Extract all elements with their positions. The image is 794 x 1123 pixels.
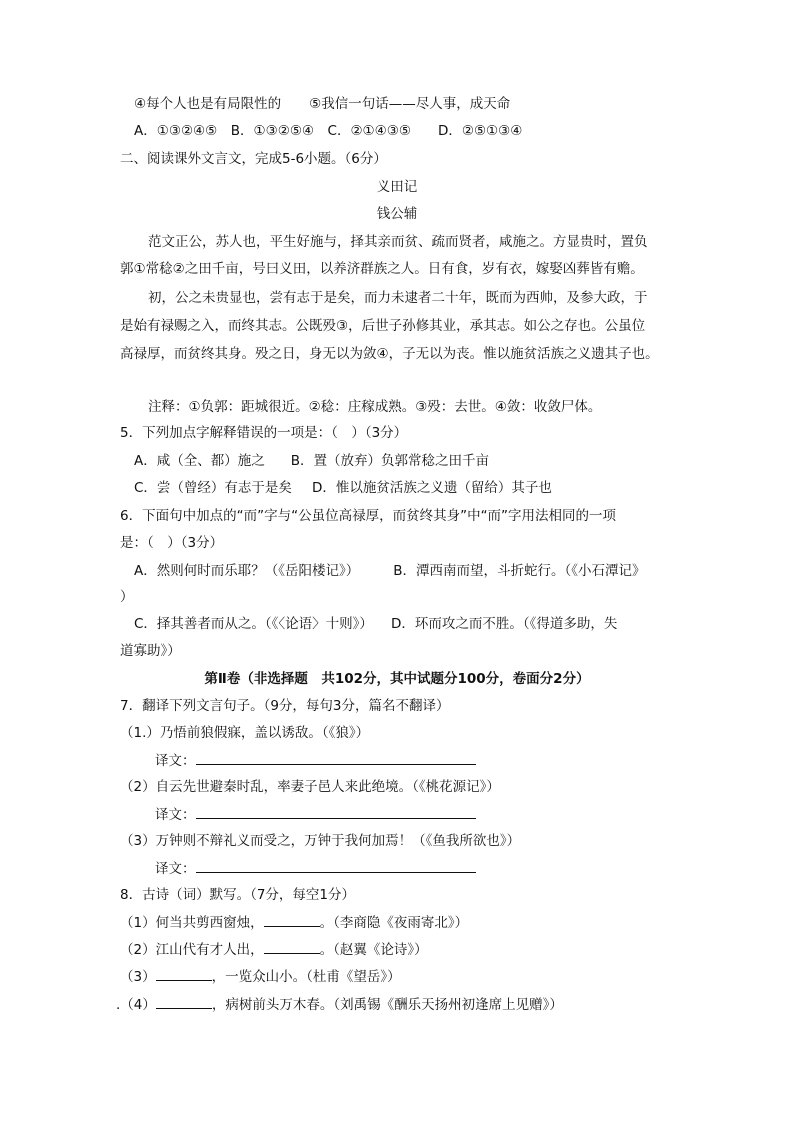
q8-blank-1[interactable]	[264, 912, 320, 927]
q4-choices: A．①③②④⑤ B．①③②⑤④ C．②①④③⑤ D．②⑤①③④	[134, 123, 523, 139]
q8-line-3-suffix: ，一览众山小。（杜甫《望岳》）	[211, 969, 401, 985]
q6-option-b: B．潭西南而望，斗折蛇行。（《小石潭记》	[393, 563, 646, 579]
q5-option-b: B．置（放弃）负郭常稔之田千亩	[290, 453, 490, 469]
q5-stem: 5．下列加点字解释错误的一项是：（ ）（3分）	[120, 425, 408, 441]
q4-item-4: ④每个人也是有局限性的	[134, 96, 282, 112]
q8-stem: 8．古诗（词）默写。（7分，每空1分）	[120, 887, 356, 903]
q7-answer-2	[155, 804, 476, 825]
q6-options-ab	[134, 561, 646, 581]
passage-para2-line2: 是始有禄赐之入，而终其志。公既殁③，后世子孙修其业，承其志。如公之存也。公虽位	[120, 318, 646, 334]
q7-sentence-1: （1.）乃悟前狼假寐，盖以诱敌。（《狼》）	[120, 725, 370, 741]
q8-line-3-prefix: （3）	[120, 969, 156, 985]
q6-option-d-line2: 道寡助》）	[120, 643, 181, 659]
q6-stem-line1: 6．下面句中加点的“而”字与“公虽位高禄厚，而贫终其身”中“而”字用法相同的一项	[120, 508, 617, 524]
translation-label: 译文：	[155, 753, 196, 769]
q7-stem: 7．翻译下列文言句子。（9分，每句3分，篇名不翻译）	[120, 698, 450, 714]
translation-blank-1[interactable]	[196, 750, 476, 765]
q8-blank-4[interactable]	[156, 994, 212, 1009]
q6-option-d: D．环而攻之而不胜。（《得道多助，失	[390, 616, 618, 632]
q8-line-1	[120, 912, 468, 933]
q7-answer-1	[155, 750, 476, 771]
part2-heading: 第Ⅱ卷（非选择题 共102分，其中试题分100分，卷面分2分）	[204, 671, 590, 687]
q5-option-a: A．咸（全、都）施之	[134, 453, 265, 469]
q7-sentence-2: （2）自云先世避秦时乱，率妻子邑人来此绝境。（《桃花源记》）	[120, 779, 500, 795]
passage-para1-line1: 范文正公，苏人也，平生好施与，择其亲而贫、疏而贤者，咸施之。方显贵时，置负	[148, 234, 648, 250]
q6-option-b-tail: ）	[120, 589, 134, 605]
passage-notes: 注释：①负郭：距城很近。②稔：庄稼成熟。③殁：去世。④敛：收敛尸体。	[148, 399, 602, 415]
q6-option-a: A．然则何时而乐耶？（《岳阳楼记》）	[134, 563, 360, 579]
passage-title: 义田记	[376, 179, 418, 195]
section2-heading: 二、阅读课外文言文，完成5-6小题。（6分）	[120, 151, 387, 167]
q5-options-cd	[134, 478, 552, 498]
passage-para1-line2: 郭①常稔②之田千亩，号曰义田，以养济群族之人。日有食，岁有衣，嫁娶凶葬皆有赡。	[120, 261, 644, 277]
q8-line-3	[120, 966, 401, 987]
q8-blank-2[interactable]	[264, 939, 320, 954]
q5-option-d: D．惟以施贫活族之义遗（留给）其子也	[311, 480, 552, 496]
passage-para2-line1: 初，公之未贵显也，尝有志于是矣，而力未逮者二十年，既而为西帅，及参大政，于	[148, 290, 648, 306]
translation-label: 译文：	[155, 861, 196, 877]
q4-items-line	[134, 94, 510, 114]
q8-line-2-suffix: 。（赵翼《论诗》）	[319, 942, 428, 958]
q8-line-1-prefix: （1）何当共剪西窗烛，	[120, 915, 264, 931]
q8-line-4-prefix: .（4）	[116, 997, 156, 1013]
q8-line-1-suffix: 。（李商隐《夜雨寄北》）	[319, 915, 469, 931]
translation-blank-2[interactable]	[196, 804, 476, 819]
q6-option-c: C．择其善者而从之。（《〈论语〉十则》）	[134, 616, 373, 632]
q8-line-2-prefix: （2）江山代有才人出，	[120, 942, 264, 958]
q7-answer-3	[155, 858, 476, 879]
q6-stem-line2: 是：（ ）（3分）	[120, 535, 224, 551]
q6-options-cd	[134, 614, 617, 634]
q7-sentence-3: （3）万钟则不辩礼义而受之，万钟于我何加焉！（《鱼我所欲也》）	[120, 833, 521, 849]
q8-line-2	[120, 939, 428, 960]
q4-item-5: ⑤我信一句话——尽人事，成天命	[309, 96, 511, 112]
translation-label: 译文：	[155, 807, 196, 823]
translation-blank-3[interactable]	[196, 858, 476, 873]
passage-para2-line3: 高禄厚，而贫终其身。殁之日，身无以为敛④，子无以为丧。惟以施贫活族之义遗其子也。	[120, 346, 659, 362]
q8-blank-3[interactable]	[156, 966, 212, 981]
q8-line-4	[116, 994, 563, 1015]
passage-author: 钱公辅	[376, 206, 418, 222]
q5-options-ab	[134, 451, 489, 471]
q5-option-c: C．尝（曾经）有志于是矣	[134, 480, 292, 496]
q8-line-4-suffix: ，病树前头万木春。（刘禹锡《酬乐天扬州初逢席上见赠》）	[211, 997, 563, 1013]
